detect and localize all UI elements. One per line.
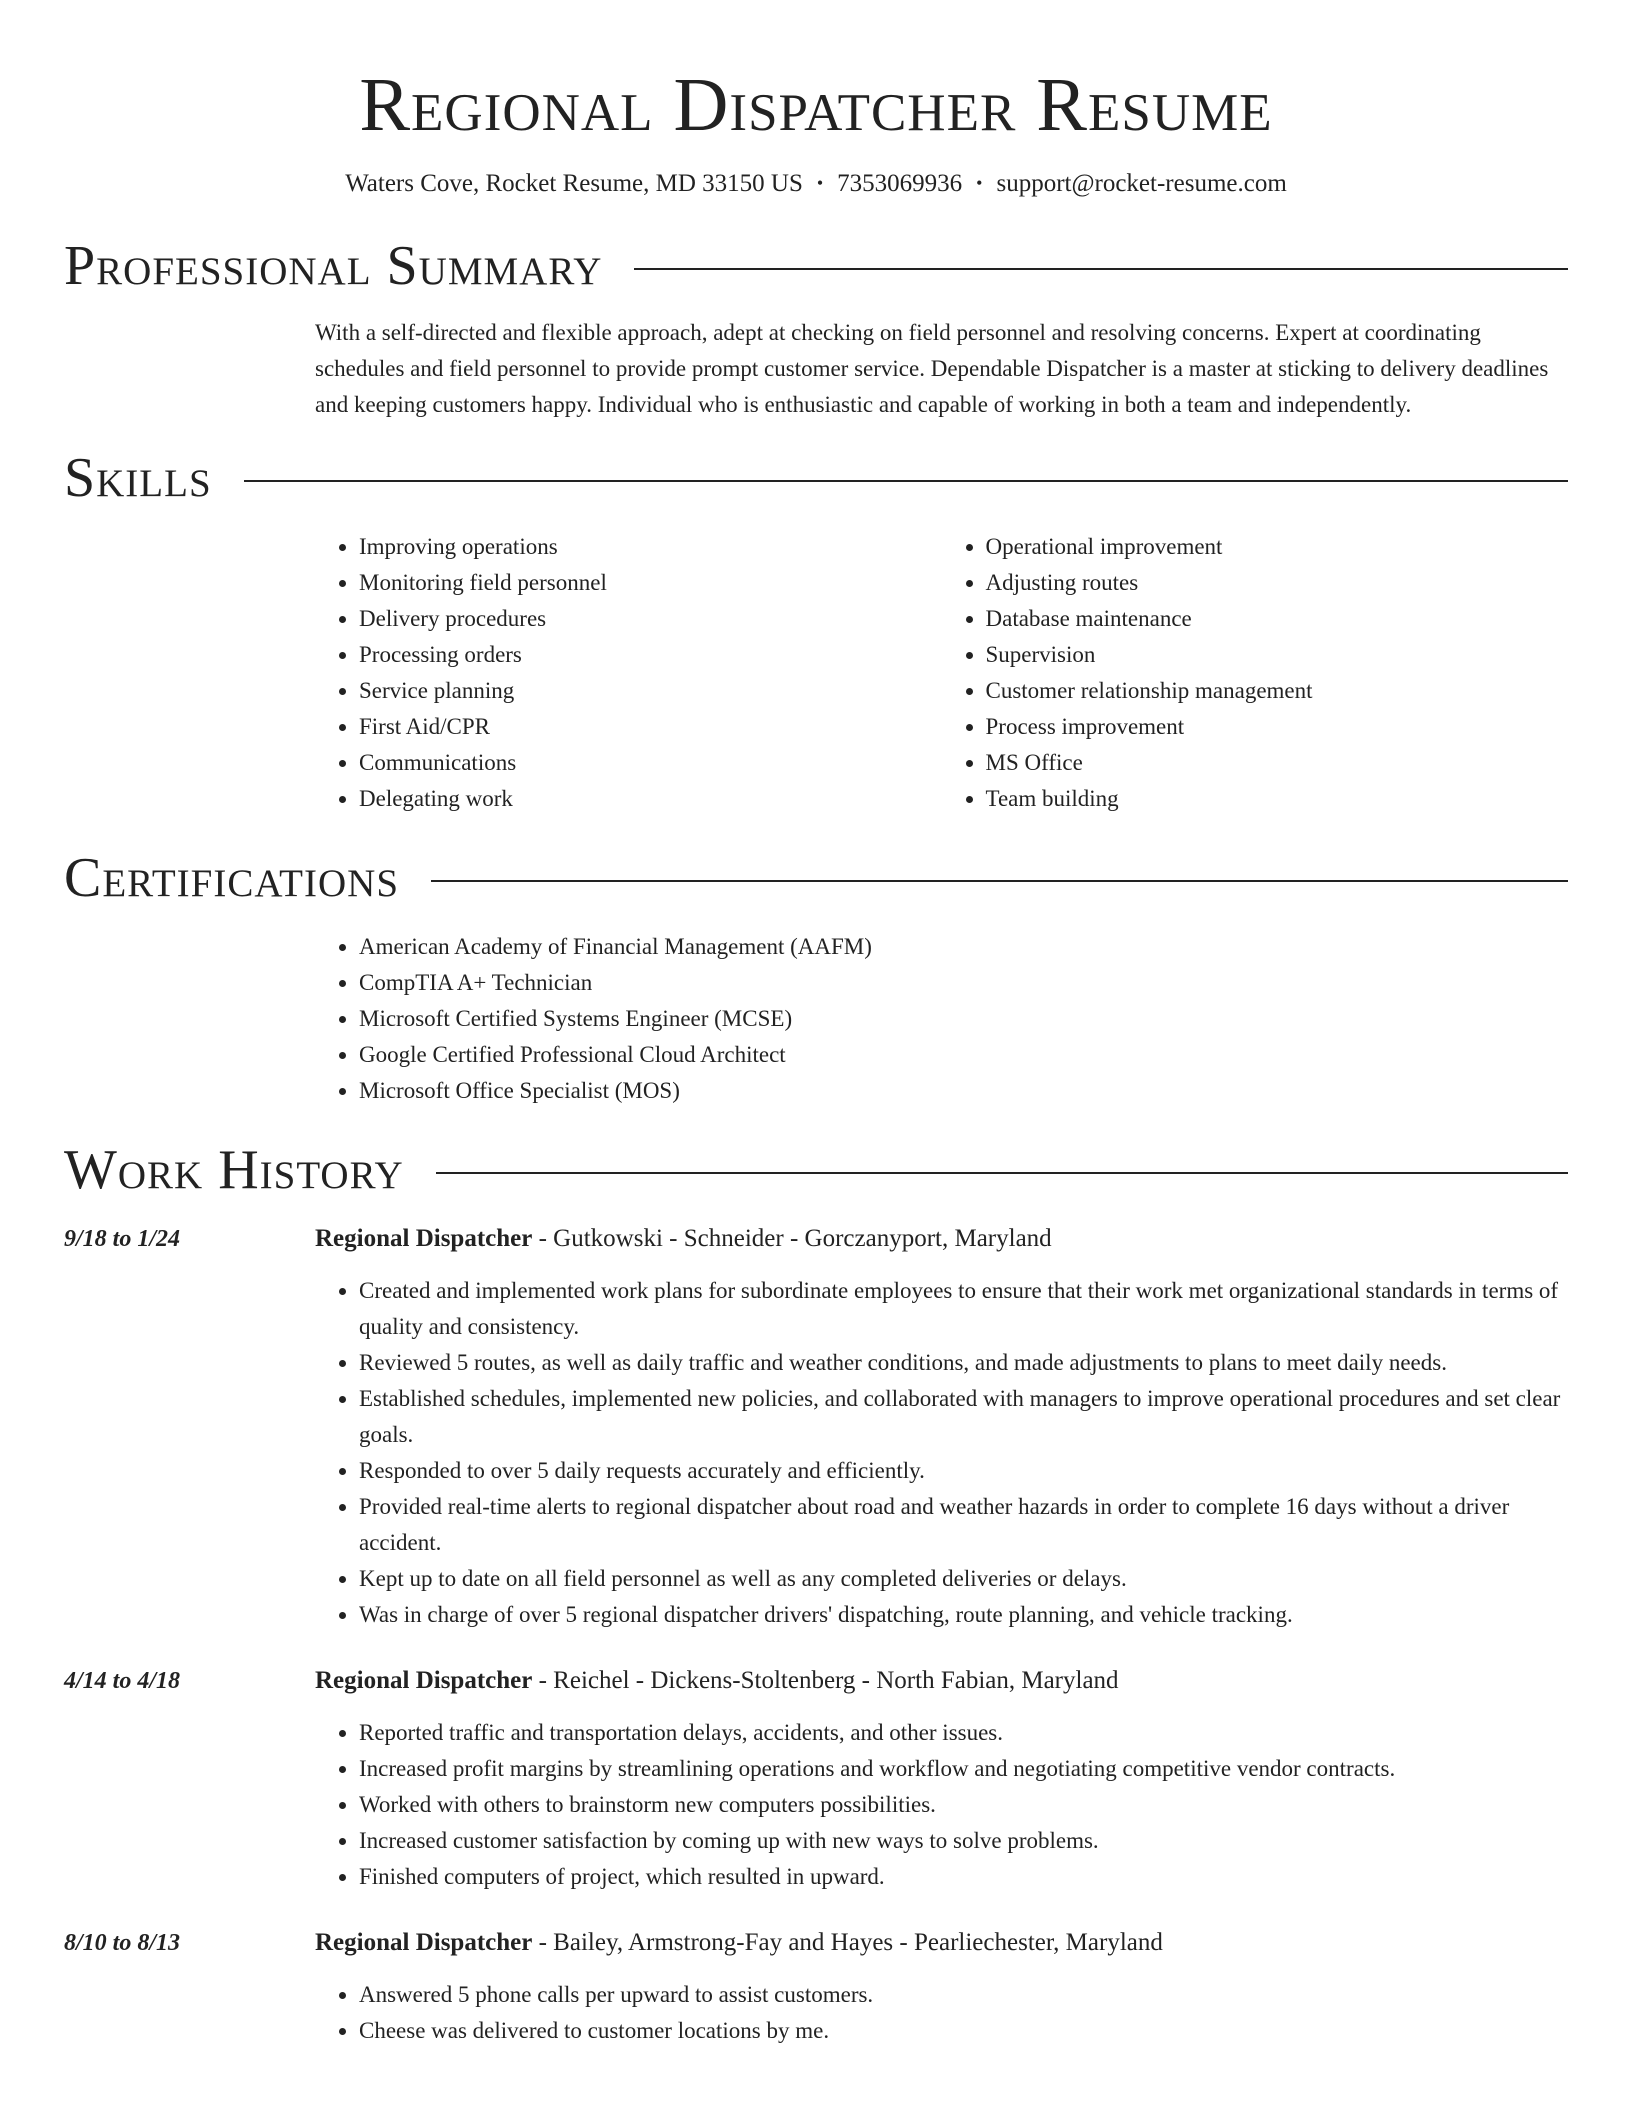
contact-phone: 7353069936 <box>837 170 963 197</box>
resume-page <box>64 0 1568 2049</box>
job-title: Regional Dispatcher <box>315 1225 533 1252</box>
job-bullet: • Finished computers of project, which resulted in upward. <box>359 1859 1568 1895</box>
job-bullet: • Responded to over 5 daily requests accurately and efficiently. <box>359 1453 1568 1489</box>
job-company: - Gutkowski - Schneider - Gorczanyport, Maryland <box>532 1225 1052 1252</box>
skill-item: • Supervision <box>986 637 1569 673</box>
job-bullet: • Increased customer satisfaction by coming up with new ways to solve problems. <box>359 1823 1568 1859</box>
job-company: - Reichel - Dickens-Stoltenberg - North Fabian, Maryland <box>532 1667 1119 1694</box>
certification-item: • American Academy of Financial Management (AAFM) <box>359 929 1568 965</box>
summary-section-header <box>64 235 1568 297</box>
skills-heading: Skills <box>64 447 212 509</box>
certifications-heading: Certifications <box>64 847 400 909</box>
section-divider <box>431 880 1568 882</box>
skill-item: • Monitoring field personnel <box>359 565 942 601</box>
section-divider <box>634 268 1568 270</box>
job-header <box>315 1221 1568 1257</box>
contact-separator: • <box>976 173 983 193</box>
skill-item: • Improving operations <box>359 529 942 565</box>
job-entry <box>64 1925 1568 2049</box>
skills-section-header <box>64 447 1568 509</box>
skill-item: • First Aid/CPR <box>359 709 942 745</box>
skill-item: • Processing orders <box>359 637 942 673</box>
job-bullets <box>315 1273 1568 1633</box>
job-bullet: • Created and implemented work plans for subordinate employees to ensure that their work met organizational standards in terms of quality and consistency. <box>359 1273 1568 1345</box>
job-title: Regional Dispatcher <box>315 1929 533 1956</box>
skill-item: • Customer relationship management <box>986 673 1569 709</box>
job-bullet: • Provided real-time alerts to regional dispatcher about road and weather hazards in order to complete 16 days without a driver accident. <box>359 1489 1568 1561</box>
contact-email: support@rocket-resume.com <box>996 170 1287 197</box>
skill-item: • Adjusting routes <box>986 565 1569 601</box>
certifications-list <box>315 929 1568 1109</box>
skills-column-right <box>942 529 1569 817</box>
work-section-header <box>64 1139 1568 1201</box>
job-dates: 8/10 to 8/13 <box>64 1930 181 1956</box>
certification-item: • CompTIA A+ Technician <box>359 965 1568 1001</box>
job-bullet: • Increased profit margins by streamlining operations and workflow and negotiating competitive vendor contracts. <box>359 1751 1568 1787</box>
section-divider <box>436 1172 1568 1174</box>
job-header <box>315 1925 1568 1961</box>
skill-item: • Team building <box>986 781 1569 817</box>
job-title: Regional Dispatcher <box>315 1667 533 1694</box>
job-bullets <box>315 1977 1568 2049</box>
certification-item: • Microsoft Certified Systems Engineer (MCSE) <box>359 1001 1568 1037</box>
skills-column-left <box>315 529 942 817</box>
job-bullet: • Established schedules, implemented new policies, and collaborated with managers to improve operational procedures and set clear goals. <box>359 1381 1568 1453</box>
section-divider <box>244 480 1568 482</box>
job-header <box>315 1663 1568 1699</box>
job-bullet: • Worked with others to brainstorm new computers possibilities. <box>359 1787 1568 1823</box>
job-bullet: • Was in charge of over 5 regional dispatcher drivers' dispatching, route planning, and vehicle tracking. <box>359 1597 1568 1633</box>
skill-item: • Communications <box>359 745 942 781</box>
summary-text: With a self-directed and flexible approach, adept at checking on field personnel and resolving concerns. Expert at coordinating schedules and field personnel to provide prompt customer service. Dependable Dispatcher is a master at sticking to delivery deadlines and keeping customers happy. Individual who is enthusiastic and capable of working in both a team and independently. <box>315 320 1549 417</box>
skill-item: • Process improvement <box>986 709 1569 745</box>
job-entry <box>64 1663 1568 1895</box>
skill-item: • Operational improvement <box>986 529 1569 565</box>
job-company: - Bailey, Armstrong-Fay and Hayes - Pearliechester, Maryland <box>532 1929 1163 1956</box>
skill-item: • MS Office <box>986 745 1569 781</box>
job-dates: 9/18 to 1/24 <box>64 1226 181 1252</box>
contact-line <box>64 168 1568 199</box>
work-heading: Work History <box>64 1139 404 1201</box>
job-entry <box>64 1221 1568 1633</box>
skill-item: • Service planning <box>359 673 942 709</box>
job-bullet: • Answered 5 phone calls per upward to assist customers. <box>359 1977 1568 2013</box>
certifications-section-header <box>64 847 1568 909</box>
job-bullets <box>315 1715 1568 1895</box>
summary-heading: Professional Summary <box>64 235 603 297</box>
job-bullet: • Cheese was delivered to customer locations by me. <box>359 2013 1568 2049</box>
certification-item: • Google Certified Professional Cloud Architect <box>359 1037 1568 1073</box>
skill-item: • Delivery procedures <box>359 601 942 637</box>
page-title: Regional Dispatcher Resume <box>359 63 1273 147</box>
skills-list <box>315 529 1568 817</box>
job-dates: 4/14 to 4/18 <box>64 1668 181 1694</box>
job-bullet: • Reported traffic and transportation delays, accidents, and other issues. <box>359 1715 1568 1751</box>
job-bullet: • Reviewed 5 routes, as well as daily traffic and weather conditions, and made adjustments to plans to meet daily needs. <box>359 1345 1568 1381</box>
certification-item: • Microsoft Office Specialist (MOS) <box>359 1073 1568 1109</box>
job-bullet: • Kept up to date on all field personnel as well as any completed deliveries or delays. <box>359 1561 1568 1597</box>
contact-address: Waters Cove, Rocket Resume, MD 33150 US <box>345 170 803 197</box>
skill-item: • Delegating work <box>359 781 942 817</box>
contact-separator: • <box>816 173 824 193</box>
skill-item: • Database maintenance <box>986 601 1569 637</box>
